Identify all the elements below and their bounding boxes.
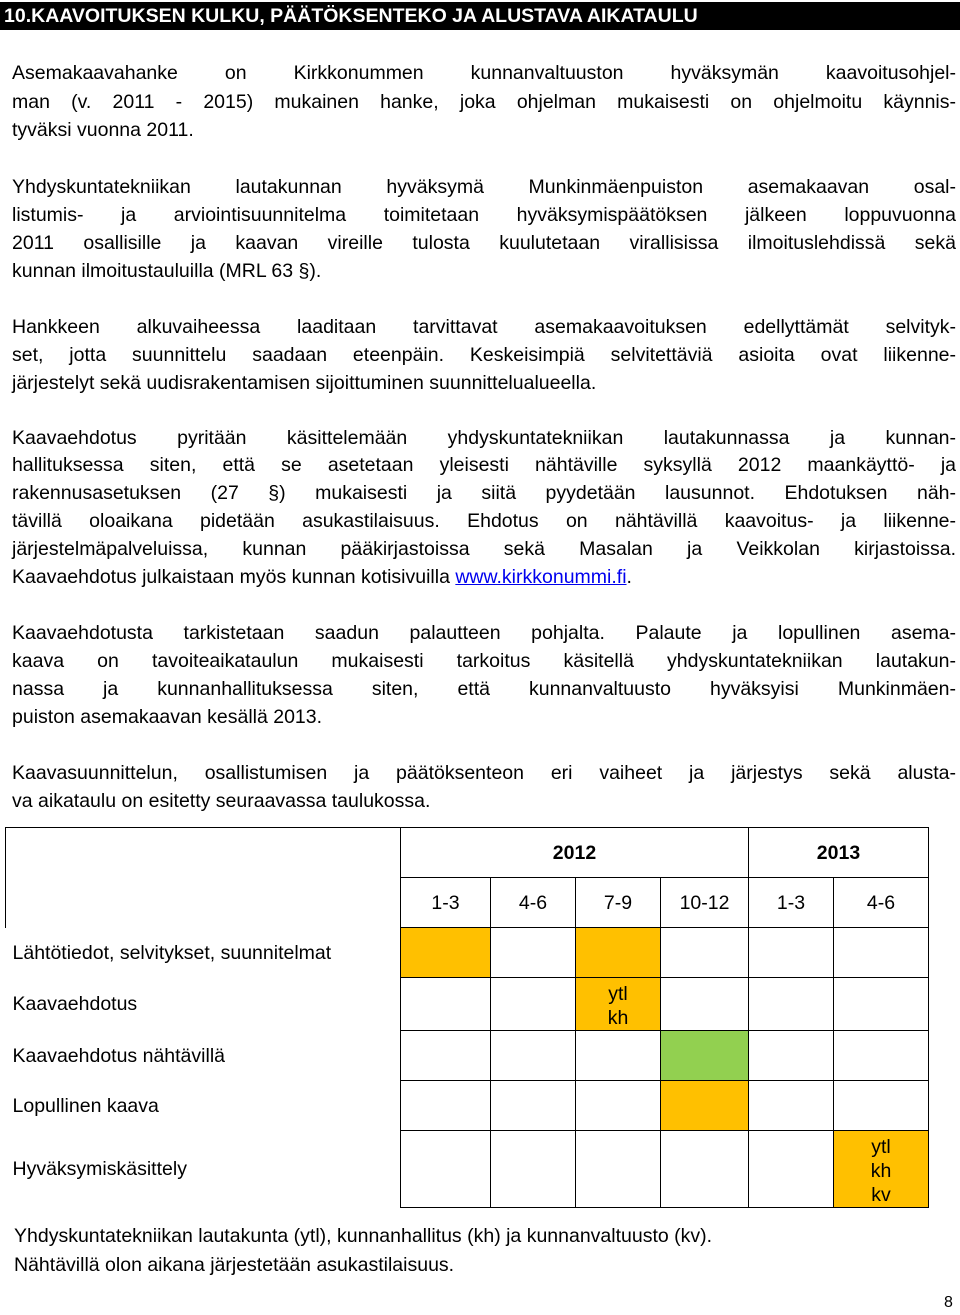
- schedule-row-label: Lopullinen kaava: [12, 1094, 159, 1117]
- period-header: 1-3: [749, 878, 834, 928]
- schedule-cell: [401, 1131, 491, 1208]
- schedule-cell: [834, 978, 929, 1031]
- link-prefix: Kaavaehdotus julkaistaan myös kunnan kotisivuilla: [12, 566, 456, 588]
- footnote: Yhdyskuntatekniikan lautakunta (ytl), kunnanhallitus (kh) ja kunnanvaltuusto (kv).: [14, 1225, 713, 1247]
- paragraph-line: järjestelyt sekä uudisrakentamisen sijoittuminen suunnittelualueella.: [12, 372, 597, 394]
- table-corner: [6, 878, 401, 928]
- schedule-cell: [401, 978, 491, 1031]
- schedule-row-label: Lähtötiedot, selvitykset, suunnitelmat: [12, 941, 332, 964]
- schedule-table: [5, 827, 929, 1208]
- paragraph-line: kunnan ilmoitustauluilla (MRL 63 §).: [12, 260, 322, 282]
- schedule-cell: [661, 1031, 749, 1081]
- schedule-cell: [834, 1081, 929, 1131]
- schedule-cell: [576, 1031, 661, 1081]
- cell-note: kv: [871, 1184, 891, 1206]
- paragraph-line: Yhdyskuntatekniikan lautakunnan hyväksymä Munkinmäenpuiston asemakaavan osal-: [12, 176, 956, 198]
- page-number: 8: [944, 1294, 953, 1311]
- paragraph-line: tyväksi vuonna 2011.: [12, 119, 194, 141]
- paragraph-line: listumis- ja arviointisuunnitelma toimitetaan hyväksymispäätöksen jälkeen loppuvuonna: [12, 204, 956, 226]
- paragraph-line: Kaavasuunnittelun, osallistumisen ja päätöksenteon eri vaiheet ja järjestys sekä alusta-: [12, 762, 956, 784]
- schedule-cell: [749, 1031, 834, 1081]
- paragraph-line: Kaavaehdotusta tarkistetaan saadun palautteen pohjalta. Palaute ja lopullinen asema-: [12, 622, 956, 644]
- paragraph-line: man (v. 2011 - 2015) mukainen hanke, joka ohjelman mukaisesti on ohjelmoitu käynnis-: [12, 91, 956, 113]
- schedule-cell: [576, 1081, 661, 1131]
- paragraph-line: va aikataulu on esitetty seuraavassa taulukossa.: [12, 790, 431, 812]
- schedule-cell: [576, 928, 661, 978]
- paragraph-line: Asemakaavahanke on Kirkkonummen kunnanvaltuuston hyväksymän kaavoitusohjel-: [12, 62, 956, 84]
- paragraph-line: nassa ja kunnanhallituksessa siten, että kunnanvaltuusto hyväksyisi Munkinmäen-: [12, 678, 956, 700]
- schedule-cell: [834, 1031, 929, 1081]
- schedule-cell: [834, 928, 929, 978]
- footnote: Nähtävillä olon aikana järjestetään asukastilaisuus.: [14, 1254, 455, 1276]
- schedule-cell: [491, 978, 576, 1031]
- schedule-rows: [6, 928, 929, 1208]
- schedule-cell: [401, 1031, 491, 1081]
- paragraph-line: puiston asemakaavan kesällä 2013.: [12, 706, 323, 728]
- period-header: 4-6: [491, 878, 576, 928]
- schedule-cell: [749, 1081, 834, 1131]
- schedule-row: [6, 1031, 929, 1081]
- schedule-row-label: Kaavaehdotus nähtävillä: [12, 1044, 225, 1067]
- schedule-cell: [661, 978, 749, 1031]
- schedule-cell: [576, 978, 661, 1031]
- schedule-cell: [834, 1131, 929, 1208]
- paragraph-line: 2011 osallisille ja kaavan vireille tulosta kuulutetaan virallisissa ilmoituslehdissä sekä: [12, 232, 956, 254]
- paragraph-line: hallituksessa siten, että se asetetaan yleisesti nähtäville syksyllä 2012 maankäyttö- ja: [12, 454, 956, 476]
- schedule-row-label: Hyväksymiskäsittely: [12, 1158, 187, 1180]
- schedule-row: [6, 978, 929, 1031]
- paragraph-line-with-link: [12, 563, 956, 591]
- schedule-cell: [576, 1131, 661, 1208]
- schedule-cell: [749, 978, 834, 1031]
- paragraph-line: järjestelmäpalveluissa, kunnan pääkirjastoissa sekä Masalan ja Veikkolan kirjastoissa.: [12, 538, 956, 560]
- year-2013: 2013: [749, 828, 929, 878]
- schedule-cell: [401, 928, 491, 978]
- schedule-cell: [661, 1081, 749, 1131]
- schedule-cell: [491, 1081, 576, 1131]
- table-corner: [6, 828, 401, 878]
- paragraph-line: tävillä oloaikana pidetään asukastilaisuus. Ehdotus on nähtävillä kaavoitus- ja liikenne-: [12, 510, 956, 532]
- schedule-cell: [491, 1031, 576, 1081]
- period-header: 10-12: [661, 878, 749, 928]
- paragraph-line: rakennusasetuksen (27 §) mukaisesti ja siitä pyydetään lausunnot. Ehdotuksen näh-: [12, 482, 956, 504]
- schedule-cell: [749, 1131, 834, 1208]
- cell-note: ytl: [871, 1136, 891, 1158]
- schedule-cell: [749, 928, 834, 978]
- cell-note: kh: [870, 1160, 892, 1182]
- schedule-cell: [661, 1131, 749, 1208]
- schedule-row: [6, 1081, 929, 1131]
- schedule-cell: [491, 1131, 576, 1208]
- schedule-cell: [401, 1081, 491, 1131]
- website-link[interactable]: www.kirkkonummi.fi: [455, 566, 627, 588]
- cell-note: kh: [607, 1007, 629, 1029]
- period-header: 4-6: [834, 878, 929, 928]
- schedule-cell: [491, 928, 576, 978]
- cell-note: ytl: [608, 983, 628, 1005]
- paragraph-line: set, jotta suunnittelu saadaan eteenpäin. Keskeisimpiä selvitettäviä asioita ovat liikenne-: [12, 344, 956, 366]
- paragraph-line: Kaavaehdotus pyritään käsittelemään yhdyskuntatekniikan lautakunnassa ja kunnan-: [12, 427, 956, 449]
- schedule-row-label: Kaavaehdotus: [12, 993, 138, 1015]
- section-heading: 10.KAAVOITUKSEN KULKU, PÄÄTÖKSENTEKO JA ALUSTAVA AIKATAULU: [0, 2, 960, 30]
- period-header: 7-9: [576, 878, 661, 928]
- period-header: 1-3: [401, 878, 491, 928]
- schedule-row: [6, 928, 929, 978]
- schedule-row: [6, 1131, 929, 1208]
- link-suffix: .: [626, 566, 632, 588]
- paragraph-line: kaava on tavoiteaikataulun mukaisesti tarkoitus käsitellä yhdyskuntatekniikan lautakun-: [12, 650, 956, 672]
- year-2012: 2012: [401, 828, 749, 878]
- paragraph-line: Hankkeen alkuvaiheessa laaditaan tarvittavat asemakaavoituksen edellyttämät selvityk-: [12, 316, 956, 338]
- schedule-cell: [661, 928, 749, 978]
